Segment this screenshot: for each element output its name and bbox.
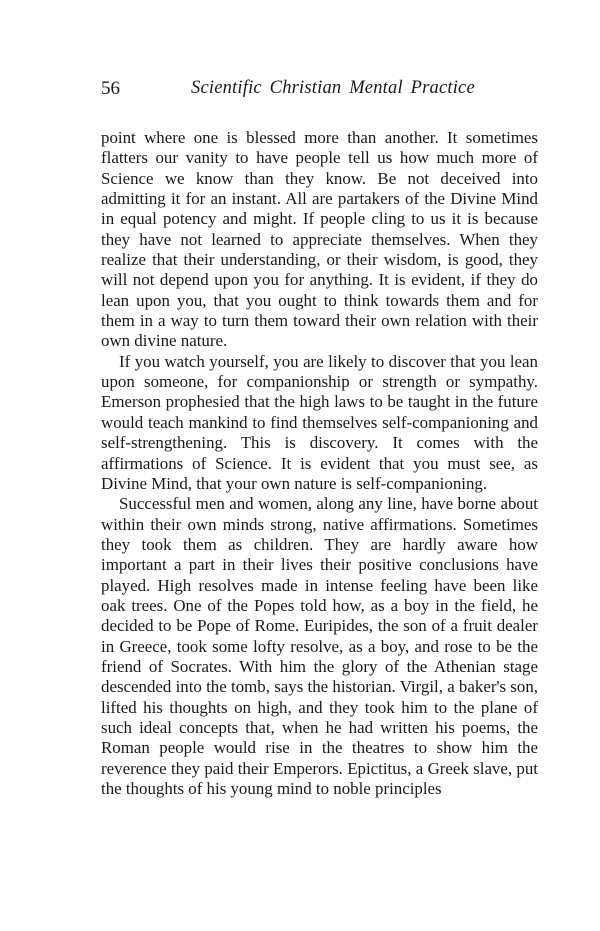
body-text <box>101 128 538 799</box>
paragraph: If you watch yourself, you are likely to discover that you lean upon someone, for companionship or strength or sympathy. Emerson prophesied that the high laws to be taught in the future would teach mankind to find themselves self-companioning and self-strengthening. This is discovery. It comes with the affirmations of Science. It is evident that you must see, as Divine Mind, that your own nature is self-companioning. <box>101 351 538 493</box>
book-page <box>101 76 538 799</box>
running-head <box>101 76 538 106</box>
page-number: 56 <box>101 78 120 99</box>
paragraph: Successful men and women, along any line, have borne about within their own minds strong, native affirmations. Sometimes they took them as children. They are hardly aware how important a part in their lives their positive conclusions have played. High resolves made in intense feeling have been like oak trees. One of the Popes told how, as a boy in the field, he decided to be Pope of Rome. Euripides, the son of a fruit dealer in Greece, took some lofty resolve, as a boy, and rose to be the friend of Socrates. With him the glory of the Athenian stage descended into the tomb, says the historian. Virgil, a baker's son, lifted his thoughts on high, and they took him to the plane of such ideal concepts that, when he had written his poems, the Roman people would rise in the theatres to show him the reverence they paid their Emperors. Epictitus, a Greek slave, put the thoughts of his young mind to noble principles <box>101 494 538 798</box>
paragraph-continued: point where one is blessed more than another. It sometimes flatters our vanity to have people tell us how much more of Science we know than they know. Be not deceived into admitting it for an instant. All are partakers of the Divine Mind in equal potency and might. If people cling to us it is because they have not learned to appreciate themselves. When they realize that their understanding, or their wisdom, is good, they will not depend upon you for anything. It is evident, if they do lean upon you, that you ought to think towards them and for them in a way to turn them toward their own relation with their own divine nature. <box>101 128 538 351</box>
running-title: Scientific Christian Mental Practice <box>191 78 475 98</box>
